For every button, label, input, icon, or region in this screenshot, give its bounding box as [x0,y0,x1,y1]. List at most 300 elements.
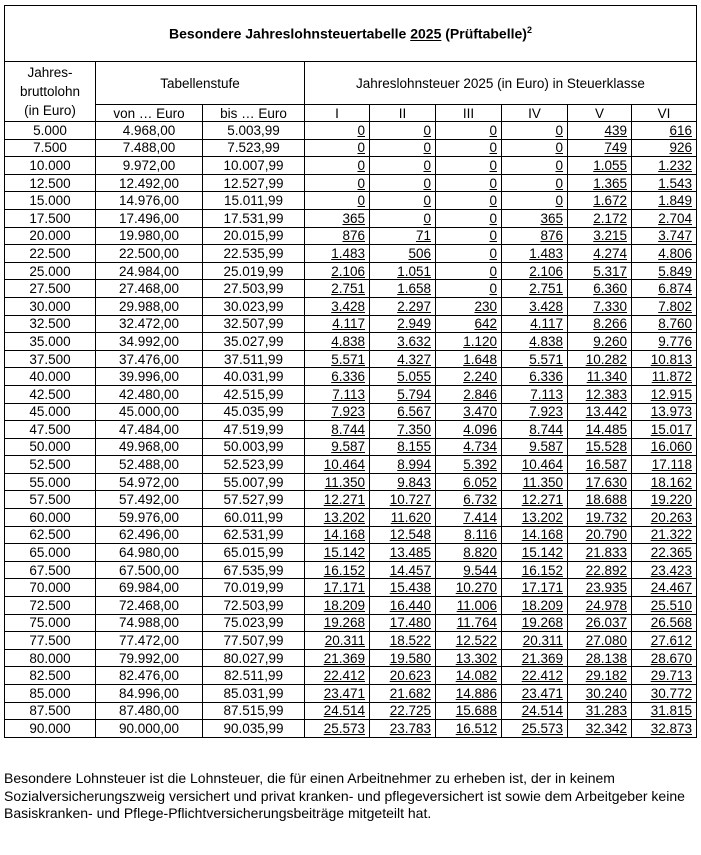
cell-value: 642 [474,316,497,332]
cell-bis: 62.531,99 [203,526,305,544]
cell-steuer-class-6 [632,122,697,140]
cell-bis: 40.031,99 [203,368,305,386]
cell-von: 67.500,00 [96,561,203,579]
cell-steuer-class-6 [632,544,697,562]
cell-steuer-class-3 [436,368,502,386]
cell-steuer-class-2 [370,421,436,439]
cell-steuer-class-6 [632,509,697,527]
cell-value: 20.311 [324,633,365,649]
cell-value: 17.118 [651,457,692,473]
cell-jahresbruttolohn: 87.500 [5,702,96,720]
table-row [5,579,697,597]
cell-value: 30.772 [650,685,692,701]
cell-steuer-class-4 [502,438,568,456]
cell-steuer-class-2 [370,649,436,667]
tax-table [4,5,697,738]
cell-steuer-class-4 [502,262,568,280]
cell-value: 17.171 [521,580,563,596]
cell-steuer-class-2 [370,122,436,140]
cell-bis: 55.007,99 [203,473,305,491]
cell-bis: 52.523,99 [203,456,305,474]
cell-von: 42.480,00 [96,385,203,403]
cell-value: 30.240 [585,685,627,701]
cell-steuer-class-6 [632,385,697,403]
cell-jahresbruttolohn: 10.000 [5,157,96,175]
cell-value: 1.483 [529,245,563,261]
cell-value: 9.544 [463,562,497,578]
cell-value: 4.117 [332,316,365,332]
cell-value: 23.471 [521,685,563,701]
cell-steuer-class-6 [632,473,697,491]
cell-value: 1.051 [397,263,431,279]
cell-steuer-class-4 [502,421,568,439]
cell-steuer-class-4 [502,297,568,315]
cell-steuer-class-1 [305,438,370,456]
cell-value: 13.442 [585,404,627,420]
cell-value: 12.271 [323,492,365,508]
cell-steuer-class-4 [502,526,568,544]
cell-steuer-class-5 [568,702,632,720]
cell-value: 0 [555,175,563,191]
table-row [5,667,697,685]
cell-steuer-class-3 [436,438,502,456]
cell-steuer-class-6 [632,315,697,333]
cell-value: 13.202 [521,509,563,525]
cell-steuer-class-3 [436,315,502,333]
cell-steuer-class-5 [568,368,632,386]
cell-value: 0 [357,157,365,173]
cell-value: 24.467 [650,580,692,596]
cell-value: 4.327 [397,351,431,367]
cell-value: 14.168 [521,527,563,543]
cell-steuer-class-5 [568,526,632,544]
cell-value: 2.106 [529,263,563,279]
cell-steuer-class-2 [370,544,436,562]
cell-steuer-class-6 [632,139,697,157]
cell-value: 365 [540,210,563,226]
cell-steuer-class-5 [568,139,632,157]
cell-steuer-class-1 [305,491,370,509]
cell-steuer-class-1 [305,649,370,667]
cell-value: 0 [489,122,497,138]
header-jahreslohnsteuer: Jahreslohnsteuer 2025 (in Euro) in Steuerklasse [305,62,697,105]
cell-steuer-class-5 [568,385,632,403]
cell-value: 876 [342,228,365,244]
cell-steuer-class-3 [436,544,502,562]
cell-value: 21.682 [389,685,431,701]
cell-steuer-class-4 [502,385,568,403]
cell-value: 0 [423,193,431,209]
cell-value: 0 [489,281,497,297]
cell-value: 616 [669,122,692,138]
cell-steuer-class-6 [632,614,697,632]
cell-von: 79.992,00 [96,649,203,667]
cell-steuer-class-4 [502,280,568,298]
cell-steuer-class-6 [632,333,697,351]
cell-value: 0 [489,193,497,209]
cell-bis: 80.027,99 [203,649,305,667]
cell-steuer-class-3 [436,720,502,738]
cell-value: 7.330 [593,298,627,314]
cell-steuer-class-1 [305,702,370,720]
cell-steuer-class-5 [568,649,632,667]
cell-steuer-class-1 [305,632,370,650]
cell-value: 21.369 [323,650,365,666]
cell-von: 74.988,00 [96,614,203,632]
cell-steuer-class-3 [436,667,502,685]
cell-bis: 32.507,99 [203,315,305,333]
cell-bis: 10.007,99 [203,157,305,175]
cell-bis: 42.515,99 [203,385,305,403]
cell-value: 10.464 [521,457,563,473]
cell-jahresbruttolohn: 15.000 [5,192,96,210]
cell-steuer-class-3 [436,597,502,615]
header-class-3: III [436,105,502,122]
title-year: 2025 [410,25,442,42]
cell-von: 54.972,00 [96,473,203,491]
cell-steuer-class-4 [502,157,568,175]
cell-value: 3.470 [463,404,497,420]
cell-value: 0 [357,122,365,138]
table-title [5,6,697,62]
cell-steuer-class-6 [632,579,697,597]
cell-jahresbruttolohn: 55.000 [5,473,96,491]
cell-value: 21.833 [585,545,627,561]
cell-steuer-class-4 [502,720,568,738]
cell-value: 0 [489,175,497,191]
cell-value: 24.514 [521,703,563,719]
cell-value: 16.587 [585,457,627,473]
cell-steuer-class-2 [370,227,436,245]
cell-von: 64.980,00 [96,544,203,562]
cell-steuer-class-4 [502,579,568,597]
cell-value: 6.052 [463,474,497,490]
cell-bis: 25.019,99 [203,262,305,280]
cell-value: 27.080 [585,633,627,649]
header-jahresbruttolohn [5,62,96,122]
cell-value: 19.732 [585,509,627,525]
cell-steuer-class-2 [370,368,436,386]
cell-jahresbruttolohn: 32.500 [5,315,96,333]
cell-steuer-class-3 [436,297,502,315]
cell-jahresbruttolohn: 77.500 [5,632,96,650]
cell-steuer-class-1 [305,157,370,175]
cell-value: 8.760 [658,316,692,332]
cell-steuer-class-5 [568,667,632,685]
cell-steuer-class-3 [436,649,502,667]
cell-steuer-class-5 [568,315,632,333]
cell-steuer-class-3 [436,139,502,157]
header-class-1: I [305,105,370,122]
cell-value: 13.485 [389,545,431,561]
cell-value: 16.512 [455,720,497,736]
cell-steuer-class-1 [305,421,370,439]
cell-von: 4.968,00 [96,122,203,140]
cell-value: 0 [357,175,365,191]
cell-value: 10.270 [455,580,497,596]
cell-steuer-class-3 [436,350,502,368]
table-row [5,632,697,650]
cell-steuer-class-2 [370,491,436,509]
cell-steuer-class-5 [568,209,632,227]
cell-value: 17.630 [585,474,627,490]
cell-steuer-class-1 [305,350,370,368]
title-prefix: Besondere Jahreslohnsteuertabelle [169,25,411,42]
cell-von: 59.976,00 [96,509,203,527]
cell-jahresbruttolohn: 7.500 [5,139,96,157]
cell-steuer-class-3 [436,579,502,597]
cell-steuer-class-1 [305,685,370,703]
cell-von: 24.984,00 [96,262,203,280]
cell-bis: 87.515,99 [203,702,305,720]
table-row [5,597,697,615]
cell-steuer-class-4 [502,685,568,703]
cell-value: 5.392 [463,457,497,473]
table-row [5,473,697,491]
cell-steuer-class-6 [632,350,697,368]
cell-value: 8.994 [397,457,431,473]
cell-steuer-class-6 [632,632,697,650]
cell-steuer-class-3 [436,209,502,227]
cell-steuer-class-3 [436,561,502,579]
cell-value: 12.522 [455,633,497,649]
table-row [5,209,697,227]
cell-value: 17.480 [389,615,431,631]
cell-steuer-class-2 [370,333,436,351]
cell-value: 15.688 [455,703,497,719]
cell-value: 11.872 [651,369,692,385]
cell-steuer-class-6 [632,720,697,738]
cell-value: 18.209 [323,597,365,613]
cell-von: 14.976,00 [96,192,203,210]
table-row [5,685,697,703]
cell-value: 5.849 [658,263,692,279]
cell-steuer-class-6 [632,526,697,544]
cell-value: 1.232 [658,157,692,173]
cell-value: 1.648 [463,351,497,367]
cell-value: 15.142 [323,545,365,561]
cell-value: 3.428 [529,298,563,314]
cell-value: 4.838 [331,333,365,349]
cell-value: 7.923 [331,404,365,420]
cell-steuer-class-4 [502,174,568,192]
cell-bis: 27.503,99 [203,280,305,298]
table-row [5,315,697,333]
cell-steuer-class-6 [632,297,697,315]
cell-value: 0 [489,228,497,244]
cell-steuer-class-6 [632,174,697,192]
cell-steuer-class-5 [568,685,632,703]
cell-steuer-class-3 [436,473,502,491]
cell-jahresbruttolohn: 60.000 [5,509,96,527]
cell-value: 1.658 [397,281,431,297]
cell-steuer-class-4 [502,122,568,140]
header-von: von … Euro [96,105,203,122]
cell-steuer-class-4 [502,139,568,157]
cell-value: 32.873 [650,720,692,736]
cell-value: 27.612 [650,633,692,649]
cell-bis: 72.503,99 [203,597,305,615]
cell-value: 4.274 [593,245,627,261]
cell-von: 69.984,00 [96,579,203,597]
cell-steuer-class-2 [370,209,436,227]
cell-value: 0 [489,157,497,173]
cell-steuer-class-5 [568,421,632,439]
cell-von: 12.492,00 [96,174,203,192]
cell-steuer-class-3 [436,509,502,527]
cell-value: 28.138 [585,650,627,666]
cell-value: 26.568 [650,615,692,631]
cell-value: 16.152 [521,562,563,578]
cell-value: 4.096 [463,421,497,437]
cell-steuer-class-4 [502,403,568,421]
cell-steuer-class-4 [502,632,568,650]
title-suffix: (Prüftabelle) [441,25,527,42]
table-row [5,491,697,509]
cell-steuer-class-2 [370,385,436,403]
cell-steuer-class-2 [370,685,436,703]
cell-value: 9.843 [397,474,431,490]
cell-steuer-class-3 [436,614,502,632]
cell-steuer-class-2 [370,667,436,685]
cell-steuer-class-2 [370,403,436,421]
cell-value: 0 [489,245,497,261]
cell-value: 3.428 [331,298,365,314]
cell-value: 11.350 [324,474,365,490]
cell-steuer-class-1 [305,403,370,421]
cell-value: 0 [555,157,563,173]
cell-value: 8.744 [331,421,365,437]
cell-steuer-class-6 [632,456,697,474]
cell-value: 5.571 [529,351,563,367]
cell-value: 1.120 [463,333,497,349]
cell-steuer-class-4 [502,597,568,615]
cell-steuer-class-5 [568,509,632,527]
cell-value: 7.350 [397,421,431,437]
cell-von: 27.468,00 [96,280,203,298]
cell-jahresbruttolohn: 82.500 [5,667,96,685]
cell-jahresbruttolohn: 50.000 [5,438,96,456]
cell-value: 749 [604,140,627,156]
cell-steuer-class-4 [502,702,568,720]
cell-value: 12.915 [650,386,692,402]
cell-steuer-class-2 [370,720,436,738]
table-row [5,262,697,280]
cell-value: 21.322 [650,527,692,543]
cell-von: 22.500,00 [96,245,203,263]
cell-steuer-class-5 [568,632,632,650]
cell-bis: 47.519,99 [203,421,305,439]
cell-value: 3.215 [593,228,627,244]
cell-value: 16.152 [323,562,365,578]
cell-value: 0 [489,263,497,279]
cell-steuer-class-3 [436,456,502,474]
cell-steuer-class-2 [370,280,436,298]
cell-steuer-class-1 [305,368,370,386]
cell-value: 8.266 [593,316,627,332]
cell-value: 26.037 [585,615,627,631]
cell-value: 18.522 [389,633,431,649]
cell-value: 1.483 [331,245,365,261]
cell-bis: 5.003,99 [203,122,305,140]
cell-von: 17.496,00 [96,209,203,227]
cell-value: 23.471 [323,685,365,701]
cell-value: 10.727 [389,492,431,508]
cell-value: 15.017 [650,421,692,437]
cell-value: 0 [489,140,497,156]
cell-steuer-class-6 [632,597,697,615]
cell-steuer-class-2 [370,702,436,720]
cell-value: 1.055 [593,157,627,173]
cell-value: 19.220 [650,492,692,508]
cell-steuer-class-5 [568,157,632,175]
cell-steuer-class-6 [632,157,697,175]
cell-bis: 65.015,99 [203,544,305,562]
cell-steuer-class-5 [568,174,632,192]
cell-value: 20.263 [650,509,692,525]
cell-steuer-class-4 [502,667,568,685]
cell-steuer-class-1 [305,315,370,333]
cell-value: 2.949 [397,316,431,332]
cell-steuer-class-6 [632,192,697,210]
cell-value: 11.340 [586,369,627,385]
cell-bis: 82.511,99 [203,667,305,685]
cell-steuer-class-5 [568,544,632,562]
cell-von: 19.980,00 [96,227,203,245]
cell-von: 47.484,00 [96,421,203,439]
cell-bis: 75.023,99 [203,614,305,632]
cell-von: 39.996,00 [96,368,203,386]
cell-bis: 45.035,99 [203,403,305,421]
title-footnote-mark: 2 [526,25,532,36]
cell-value: 11.620 [390,509,431,525]
cell-von: 84.996,00 [96,685,203,703]
cell-value: 0 [555,122,563,138]
cell-value: 19.268 [521,615,563,631]
cell-value: 0 [555,140,563,156]
cell-von: 32.472,00 [96,315,203,333]
table-row [5,157,697,175]
cell-steuer-class-4 [502,509,568,527]
cell-steuer-class-3 [436,174,502,192]
cell-jahresbruttolohn: 37.500 [5,350,96,368]
cell-steuer-class-3 [436,385,502,403]
cell-steuer-class-1 [305,720,370,738]
cell-value: 15.438 [389,580,431,596]
cell-steuer-class-5 [568,262,632,280]
cell-value: 8.116 [464,527,497,543]
cell-steuer-class-6 [632,421,697,439]
cell-bis: 50.003,99 [203,438,305,456]
cell-steuer-class-6 [632,280,697,298]
table-row [5,122,697,140]
cell-bis: 85.031,99 [203,685,305,703]
cell-steuer-class-1 [305,297,370,315]
cell-jahresbruttolohn: 67.500 [5,561,96,579]
cell-value: 11.764 [456,615,497,631]
cell-von: 45.000,00 [96,403,203,421]
cell-value: 2.751 [331,281,365,297]
cell-steuer-class-2 [370,473,436,491]
cell-steuer-class-5 [568,579,632,597]
cell-value: 32.342 [585,720,627,736]
cell-value: 6.874 [658,281,692,297]
cell-value: 5.571 [331,351,365,367]
cell-value: 18.209 [521,597,563,613]
cell-steuer-class-5 [568,350,632,368]
cell-steuer-class-2 [370,509,436,527]
cell-steuer-class-5 [568,245,632,263]
